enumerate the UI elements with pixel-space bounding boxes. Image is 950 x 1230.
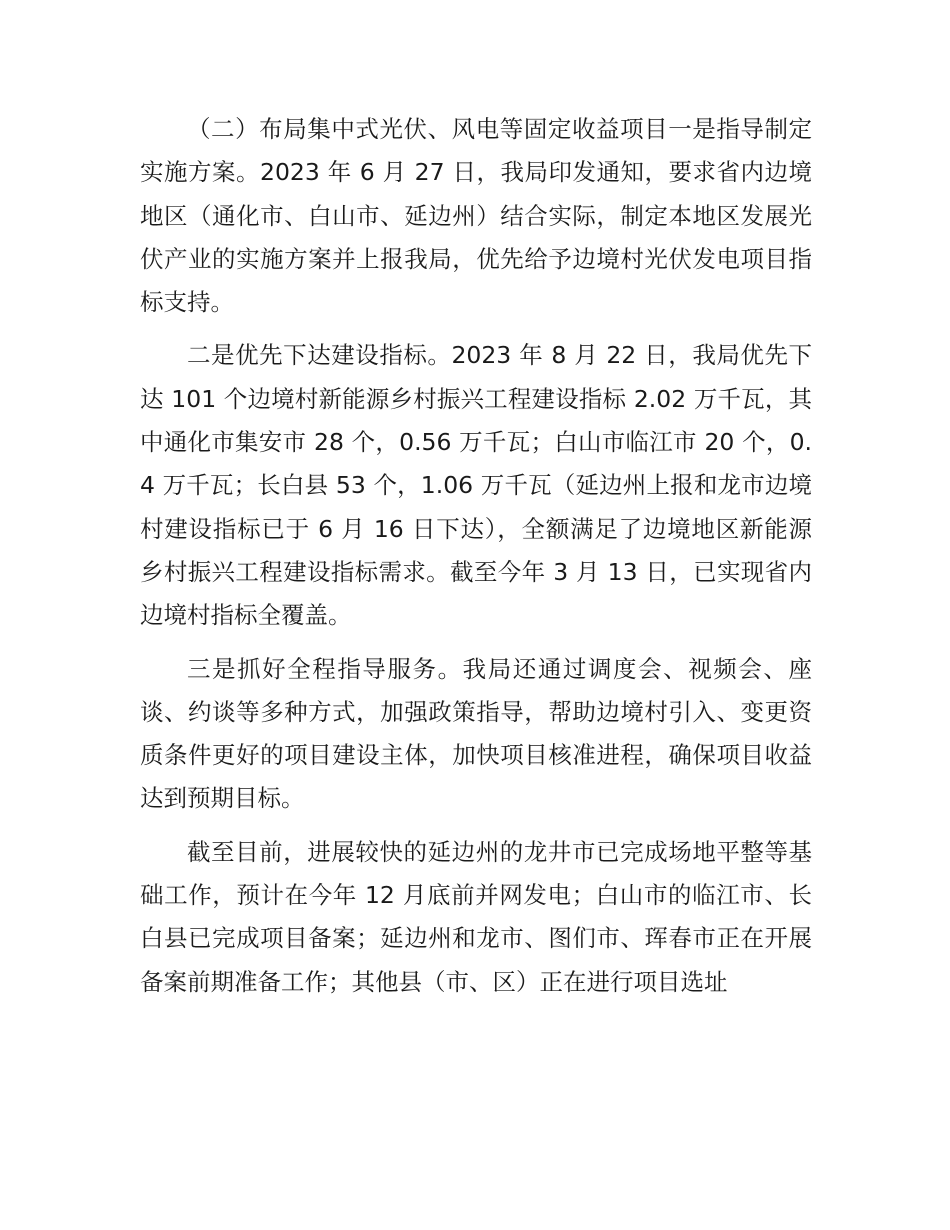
paragraph-progress-status: 截至目前，进展较快的延边州的龙井市已完成场地平整等基础工作，预计在今年 12 月底前并网发电；白山市的临江市、长白县已完成项目备案；延边州和龙市、图们市、珲春市正在开展备案前期准备工作；其他县（市、区）正在进行项目选址 <box>140 837 812 996</box>
document-body <box>140 108 812 1014</box>
paragraph-guidance-services: 三是抓好全程指导服务。我局还通过调度会、视频会、座谈、约谈等多种方式，加强政策指导，帮助边境村引入、变更资质条件更好的项目建设主体，加快项目核准进程，确保项目收益达到预期目标。 <box>140 654 812 813</box>
paragraph-construction-indicators: 二是优先下达建设指标。2023 年 8 月 22 日，我局优先下达 101 个边境村新能源乡村振兴工程建设指标 2.02 万千瓦，其中通化市集安市 28 个，0.56 万千瓦；白山市临江市 20 个，0.4 万千瓦；长白县 53 个，1.06 万千瓦（延边州上报和龙市边境村建设指标已于 6 月 16 日下达），全额满足了边境地区新能源乡村振兴工程建设指标需求。截至今年 3 月 13 日，已实现省内边境村指标全覆盖。 <box>140 341 812 630</box>
paragraph-layout-projects: （二）布局集中式光伏、风电等固定收益项目一是指导制定实施方案。2023 年 6 月 27 日，我局印发通知，要求省内边境地区（通化市、白山市、延边州）结合实际，制定本地区发展光伏产业的实施方案并上报我局，优先给予边境村光伏发电项目指标支持。 <box>140 115 812 317</box>
